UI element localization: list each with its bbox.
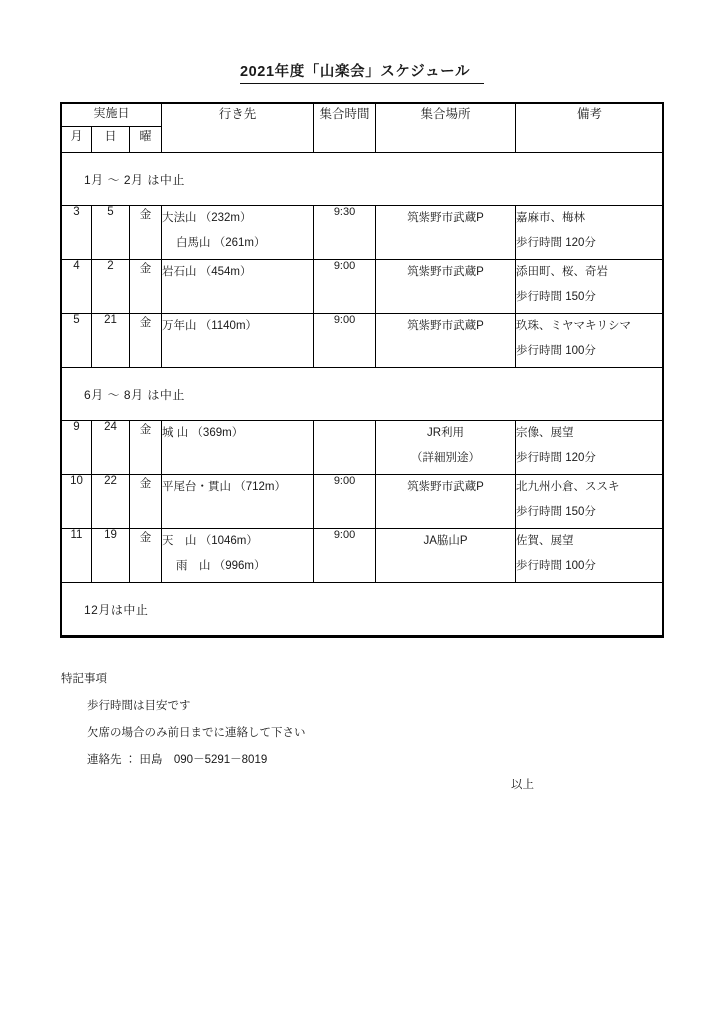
table-row-cancellation bbox=[62, 153, 664, 206]
remarks-line-1: 嘉麻市、梅林 bbox=[516, 212, 586, 224]
notes-heading: 特記事項 bbox=[61, 673, 107, 685]
cell-dow: 金 bbox=[130, 260, 162, 314]
cell-destination bbox=[162, 260, 314, 314]
cell-remarks bbox=[516, 206, 664, 260]
cell-month: 9 bbox=[62, 421, 92, 475]
remarks-line-2: 歩行時間 120分 bbox=[516, 452, 596, 464]
destination-line-1: 万年山 （1140m） bbox=[162, 320, 258, 332]
destination-line-1: 天 山 （1046m） bbox=[162, 535, 258, 547]
cell-meet-time: 9:00 bbox=[314, 314, 376, 368]
header-remarks: 備考 bbox=[516, 104, 664, 153]
cell-destination bbox=[162, 421, 314, 475]
table-header-row-top bbox=[62, 104, 664, 127]
header-dow: 曜 bbox=[130, 127, 162, 153]
header-date-group: 実施日 bbox=[62, 104, 162, 127]
remarks-line-1: 添田町、桜、奇岩 bbox=[516, 266, 609, 278]
cell-meet-place bbox=[376, 260, 516, 314]
notes-section bbox=[61, 666, 306, 774]
cell-dow: 金 bbox=[130, 314, 162, 368]
cell-meet-time: 9:00 bbox=[314, 260, 376, 314]
table-body bbox=[62, 153, 664, 636]
cell-destination bbox=[162, 529, 314, 583]
meet-place-line-1: JA脇山P bbox=[423, 535, 468, 547]
cell-destination bbox=[162, 206, 314, 260]
meet-place-line-1: 筑紫野市武蔵P bbox=[407, 266, 484, 278]
cell-day: 19 bbox=[92, 529, 130, 583]
cell-remarks bbox=[516, 260, 664, 314]
cell-day: 2 bbox=[92, 260, 130, 314]
remarks-line-2: 歩行時間 150分 bbox=[516, 506, 596, 518]
header-meet-time: 集合時間 bbox=[314, 104, 376, 153]
cell-month: 11 bbox=[62, 529, 92, 583]
cell-day: 21 bbox=[92, 314, 130, 368]
destination-line-2: 白馬山 （261m） bbox=[176, 237, 266, 249]
cell-meet-place bbox=[376, 206, 516, 260]
cell-month: 5 bbox=[62, 314, 92, 368]
cancellation-text: 12月は中止 bbox=[62, 583, 664, 636]
header-destination: 行き先 bbox=[162, 104, 314, 153]
cell-month: 10 bbox=[62, 475, 92, 529]
remarks-line-2: 歩行時間 100分 bbox=[516, 560, 596, 572]
meet-place-line-1: 筑紫野市武蔵P bbox=[407, 212, 484, 224]
destination-line-1: 平尾台・貫山 （712m） bbox=[162, 481, 286, 493]
cell-meet-time: 9:00 bbox=[314, 529, 376, 583]
cell-day: 24 bbox=[92, 421, 130, 475]
cell-dow: 金 bbox=[130, 206, 162, 260]
note-item-1: 歩行時間は目安です bbox=[87, 700, 191, 712]
destination-line-1: 岩石山 （454m） bbox=[162, 266, 252, 278]
cell-remarks bbox=[516, 529, 664, 583]
cell-month: 3 bbox=[62, 206, 92, 260]
remarks-line-1: 玖珠、ミヤマキリシマ bbox=[516, 320, 632, 332]
meet-place-line-1: JR利用 bbox=[427, 427, 465, 439]
page-title: 2021年度「山楽会」スケジュール bbox=[240, 64, 484, 84]
cell-dow: 金 bbox=[130, 421, 162, 475]
cell-remarks bbox=[516, 421, 664, 475]
schedule-table bbox=[61, 103, 664, 636]
note-item-3: 連絡先 ： 田島 090－5291－8019 bbox=[87, 754, 268, 766]
table-row bbox=[62, 260, 664, 314]
cell-destination bbox=[162, 475, 314, 529]
cell-meet-time: 9:00 bbox=[314, 475, 376, 529]
remarks-line-1: 北九州小倉、ススキ bbox=[516, 481, 620, 493]
remarks-line-1: 宗像、展望 bbox=[516, 427, 574, 439]
remarks-line-2: 歩行時間 120分 bbox=[516, 237, 596, 249]
table-row bbox=[62, 314, 664, 368]
meet-place-line-1: 筑紫野市武蔵P bbox=[407, 320, 484, 332]
cell-destination bbox=[162, 314, 314, 368]
cell-month: 4 bbox=[62, 260, 92, 314]
cancellation-text: 6月 ～ 8月 は中止 bbox=[62, 368, 664, 421]
cell-meet-time: 9:30 bbox=[314, 206, 376, 260]
destination-line-1: 城 山 （369m） bbox=[162, 427, 244, 439]
cell-meet-place bbox=[376, 314, 516, 368]
remarks-line-2: 歩行時間 100分 bbox=[516, 345, 596, 357]
table-row bbox=[62, 529, 664, 583]
destination-line-2: 雨 山 （996m） bbox=[176, 560, 266, 572]
cell-remarks bbox=[516, 314, 664, 368]
note-item-2: 欠席の場合のみ前日までに連絡して下さい bbox=[87, 727, 306, 739]
cell-remarks bbox=[516, 475, 664, 529]
cell-meet-place bbox=[376, 475, 516, 529]
table-row-cancellation bbox=[62, 583, 664, 636]
table-header bbox=[62, 104, 664, 153]
table-row bbox=[62, 421, 664, 475]
cell-meet-place bbox=[376, 529, 516, 583]
meet-place-line-1: 筑紫野市武蔵P bbox=[407, 481, 484, 493]
cell-dow: 金 bbox=[130, 475, 162, 529]
header-month: 月 bbox=[62, 127, 92, 153]
table-row-cancellation bbox=[62, 368, 664, 421]
table-row bbox=[62, 206, 664, 260]
cell-day: 5 bbox=[92, 206, 130, 260]
header-day: 日 bbox=[92, 127, 130, 153]
remarks-line-1: 佐賀、展望 bbox=[516, 535, 574, 547]
table-row bbox=[62, 475, 664, 529]
cancellation-text: 1月 ～ 2月 は中止 bbox=[62, 153, 664, 206]
cell-day: 22 bbox=[92, 475, 130, 529]
closing-text: 以上 bbox=[511, 779, 534, 791]
remarks-line-2: 歩行時間 150分 bbox=[516, 291, 596, 303]
destination-line-1: 大法山 （232m） bbox=[162, 212, 252, 224]
page-title-container bbox=[0, 63, 724, 84]
cell-dow: 金 bbox=[130, 529, 162, 583]
cell-meet-place bbox=[376, 421, 516, 475]
cell-meet-time bbox=[314, 421, 376, 475]
meet-place-line-2: （詳細別途） bbox=[411, 452, 481, 464]
header-meet-place: 集合場所 bbox=[376, 104, 516, 153]
